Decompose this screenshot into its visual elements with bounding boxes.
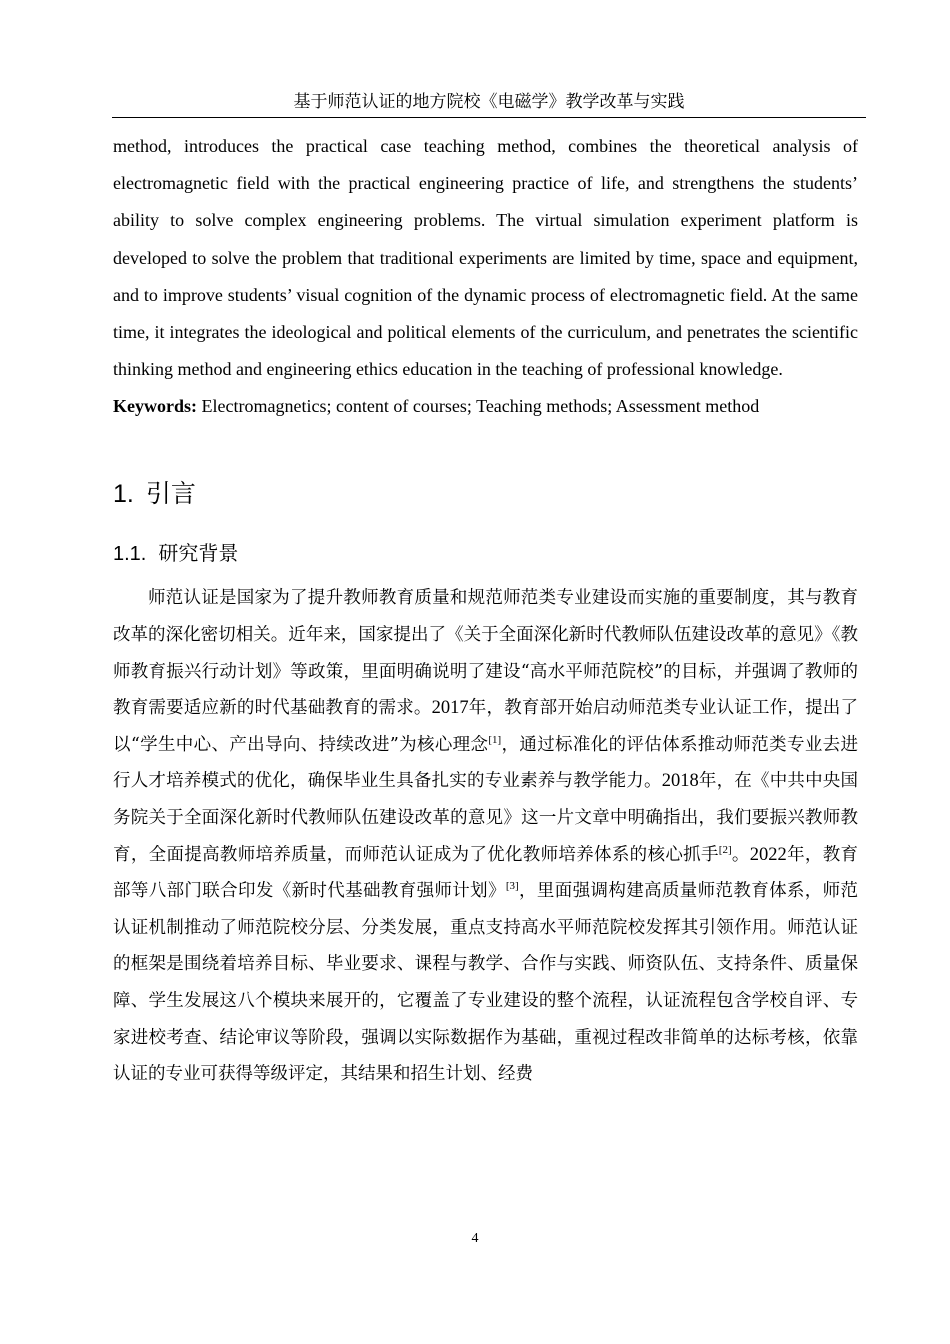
year-2018: 2018: [661, 771, 699, 792]
keywords-text: Electromagnetics; content of courses; Teaching methods; Assessment method: [197, 396, 760, 417]
body-text: 。: [731, 844, 750, 865]
keywords-label: Keywords:: [113, 396, 197, 417]
keywords-line: [113, 388, 858, 424]
body-text: 年，教育部等八部门联合印发《新时代基础教育强师计划》: [113, 844, 859, 902]
body-text: ，通过标准化的评估体系推动师范类专业去进行人才培养模式的优化，确保毕业生具备扎实的专业素养与教学能力。: [113, 734, 858, 792]
section-number: 1.: [113, 480, 134, 509]
subsection-title: 研究背景: [158, 541, 239, 566]
abstract-continuation: method, introduces the practical case teaching method, combines the theoretical analysis of electromagnetic field with the practical engineering practice of life, and strengthens the students’ ability to solve complex engineering problems. The virtual simulation experiment platform is developed to solve the problem that traditional experiments are limited by time, space and equipment, and to improve students’ visual cognition of the dynamic process of electromagnetic field. At the same time, it integrates the ideological and political elements of the curriculum, and penetrates the scientific thinking method and engineering ethics education in the teaching of professional knowledge.: [113, 136, 858, 380]
citation-ref-2: [2]: [718, 843, 732, 856]
body-paragraph: [113, 580, 858, 1092]
year-2017: 2017: [431, 698, 469, 719]
section-title: 引言: [145, 479, 196, 509]
body-text: 师范认证是国家为了提升教师教育质量和规范师范类专业建设而实施的重要制度，其与教育改革的深化密切相关。近年来，国家提出了《关于全面深化新时代教师队伍建设改革的意见》《教师教育振兴行动计划》等政策，里面明确说明了建设“高水平师范院校”的目标，并强调了教师的教育需要适应新的时代基础教育的需求。: [113, 588, 858, 719]
header-rule: [112, 117, 866, 118]
body-text: 年，在《中共中央国务院关于全面深化新时代教师队伍建设改革的意见》这一片文章中明确指出，我们要振兴教师教育，全面提高教师培养质量，而师范认证成为了优化教师培养体系的核心抓手: [113, 771, 859, 865]
year-2022: 2022: [749, 844, 787, 865]
page-number: 4: [471, 1231, 479, 1246]
subsection-number: 1.1.: [113, 543, 147, 566]
page-content: [113, 128, 858, 1093]
section-heading-1: [113, 477, 858, 511]
citation-ref-1: [1]: [488, 733, 502, 746]
subsection-heading-1-1: [113, 539, 858, 568]
body-text: ，里面强调构建高质量师范教育体系，师范认证机制推动了师范院校分层、分类发展，重点支持高水平师范院校发挥其引领作用。师范认证的框架是围绕着培养目标、毕业要求、课程与教学、合作与实践、师资队伍、支持条件、质量保障、学生发展这八个模块来展开的，它覆盖了专业建设的整个流程，认证流程包含学校自评、专家进校考查、结论审议等阶段，强调以实际数据作为基础，重视过程改非简单的达标考核，依靠认证的专业可获得等级评定，其结果和招生计划、经费: [113, 881, 859, 1085]
running-header: 基于师范认证的地方院校《电磁学》教学改革与实践: [293, 92, 685, 112]
citation-ref-3: [3]: [505, 880, 519, 893]
body-text: 年，教育部开始启动师范类专业认证工作，提出了以“学生中心、产出导向、持续改进”为核心理念: [113, 698, 859, 755]
